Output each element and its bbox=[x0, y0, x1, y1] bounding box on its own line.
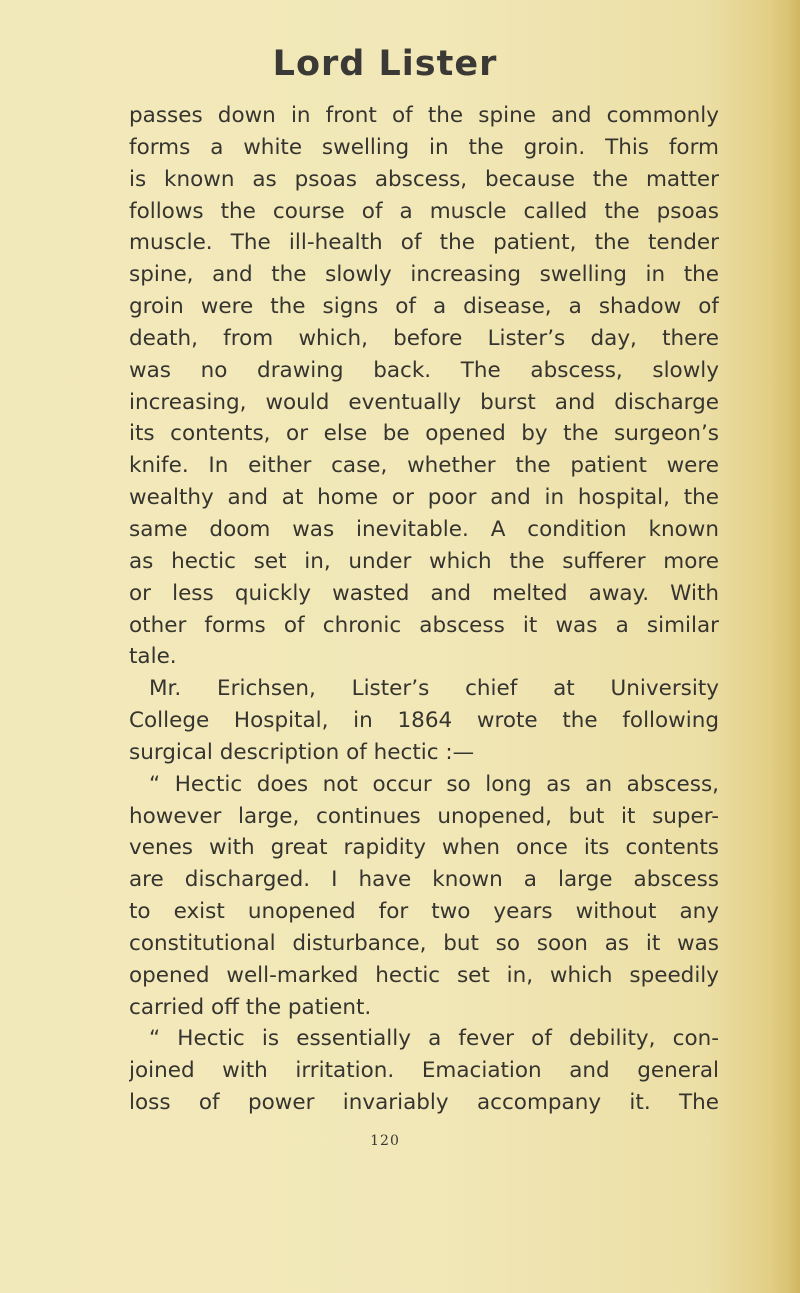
text-line: forms a white swelling in the groin. This form bbox=[129, 134, 719, 160]
text-line: increasing, would eventually burst and discharge bbox=[129, 389, 719, 415]
text-line: knife. In either case, whether the patient were bbox=[129, 453, 719, 479]
running-head: Lord Lister bbox=[272, 44, 498, 84]
text-line: its contents, or else be opened by the surgeon’s bbox=[129, 421, 719, 447]
page-number: 120 bbox=[370, 1133, 400, 1149]
text-line: venes with great rapidity when once its contents bbox=[129, 835, 719, 861]
text-line: muscle. The ill-health of the patient, the tender bbox=[129, 230, 719, 256]
text-line: passes down in front of the spine and commonly bbox=[129, 103, 719, 128]
text-line: are discharged. I have known a large abscess bbox=[129, 867, 719, 893]
page-edge-shadow bbox=[770, 0, 800, 1293]
text-line: was no drawing back. The abscess, slowly bbox=[129, 357, 719, 383]
text-line: loss of power invariably accompany it. The bbox=[129, 1090, 719, 1116]
text-line: carried off the patient. bbox=[129, 994, 372, 1020]
text-line: spine, and the slowly increasing swelling in the bbox=[129, 262, 719, 288]
text-line: to exist unopened for two years without any bbox=[129, 899, 719, 925]
text-line: “ Hectic is essentially a fever of debility, con- bbox=[149, 1026, 719, 1052]
text-line: tale. bbox=[129, 644, 177, 670]
text-line: other forms of chronic abscess it was a similar bbox=[129, 612, 719, 638]
text-line: joined with irritation. Emaciation and general bbox=[129, 1058, 719, 1084]
text-line: Mr. Erichsen, Lister’s chief at University bbox=[149, 676, 719, 702]
body-text bbox=[129, 100, 719, 1119]
text-line: or less quickly wasted and melted away. With bbox=[129, 580, 719, 606]
text-line: “ Hectic does not occur so long as an abscess, bbox=[149, 771, 719, 797]
text-line: is known as psoas abscess, because the matter bbox=[129, 166, 719, 192]
text-line: as hectic set in, under which the sufferer more bbox=[129, 548, 719, 574]
text-line: death, from which, before Lister’s day, there bbox=[129, 325, 719, 351]
text-line: follows the course of a muscle called the psoas bbox=[129, 198, 719, 224]
text-line: same doom was inevitable. A condition known bbox=[129, 516, 719, 542]
text-line: wealthy and at home or poor and in hospital, the bbox=[129, 485, 719, 511]
text-line: constitutional disturbance, but so soon as it was bbox=[129, 930, 719, 956]
text-line: College Hospital, in 1864 wrote the following bbox=[129, 708, 719, 734]
text-line: groin were the signs of a disease, a shadow of bbox=[129, 294, 719, 320]
text-line: opened well-marked hectic set in, which speedily bbox=[129, 962, 719, 988]
text-line: however large, continues unopened, but it super- bbox=[129, 803, 719, 829]
text-line: surgical description of hectic :— bbox=[129, 739, 475, 765]
